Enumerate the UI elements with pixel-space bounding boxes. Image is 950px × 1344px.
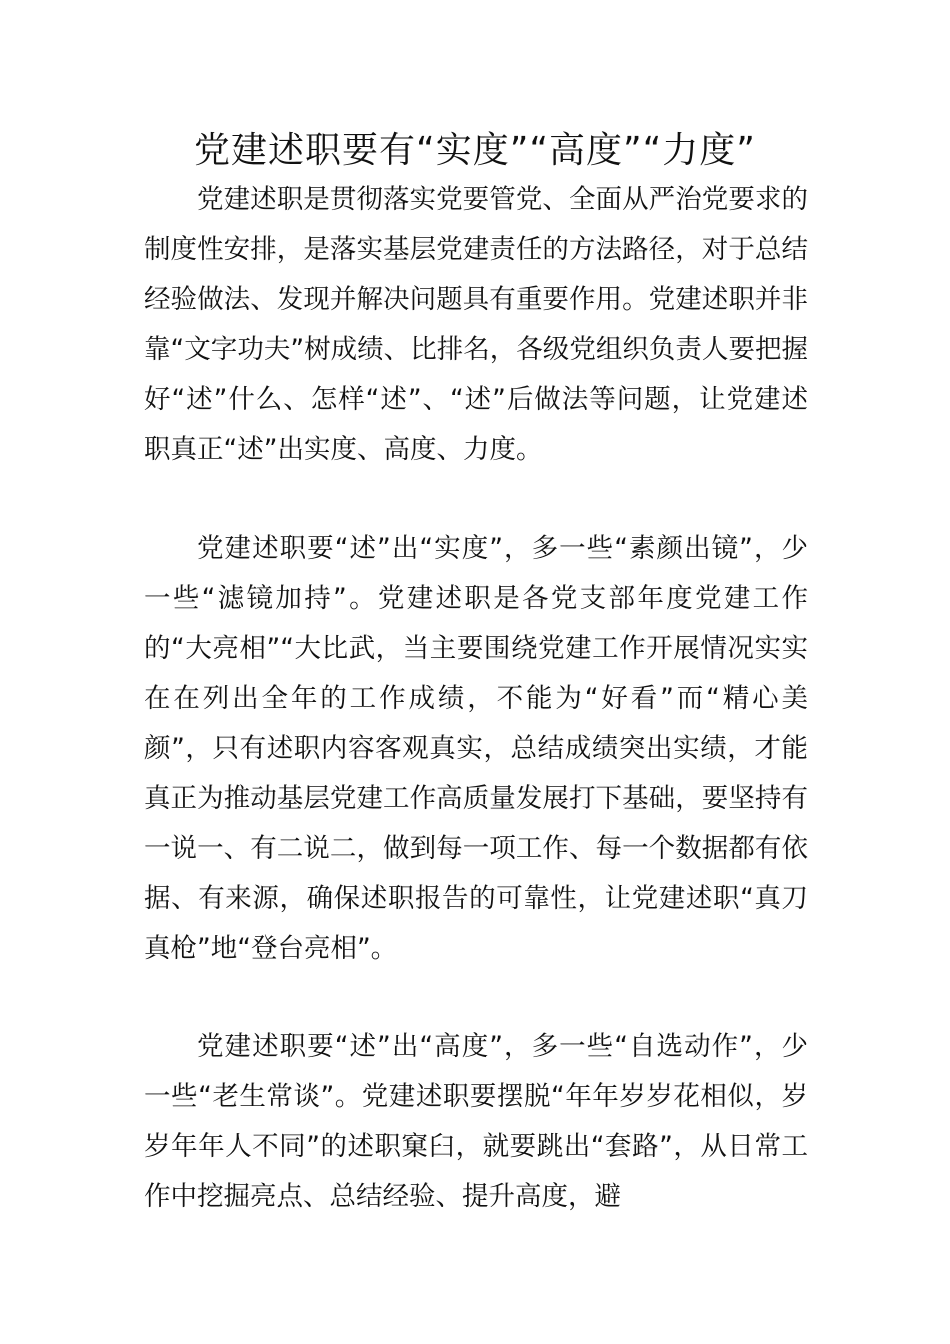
- document-title: 党建述职要有“实度”“高度”“力度”: [194, 130, 756, 171]
- paragraph-3: 党建述职要“述”出“高度”，多一些“自选动作”，少一些“老生常谈”。党建述职要摆脱“年年岁岁花相似，岁岁年年人不同”的述职窠臼，就要跳出“套路”，从日常工作中挖掘亮点、总结经验、提升高度，避: [144, 1031, 808, 1212]
- paragraph-1: 党建述职是贯彻落实党要管党、全面从严治党要求的制度性安排，是落实基层党建责任的方法路径，对于总结经验做法、发现并解决问题具有重要作用。党建述职并非靠“文字功夫”树成绩、比排名，各级党组织负责人要把握好“述”什么、怎样“述”、“述”后做法等问题，让党建述职真正“述”出实度、高度、力度。: [144, 184, 808, 465]
- paragraph-2: 党建述职要“述”出“实度”，多一些“素颜出镜”，少一些“滤镜加持”。党建述职是各党支部年度党建工作的“大亮相”“大比武，当主要围绕党建工作开展情况实实在在列出全年的工作成绩，不能为“好看”而“精心美颜”，只有述职内容客观真实，总结成绩突出实绩，才能真正为推动基层党建工作高质量发展打下基础，要坚持有一说一、有二说二，做到每一项工作、每一个数据都有依据、有来源，确保述职报告的可靠性，让党建述职“真刀真枪”地“登台亮相”。: [144, 533, 808, 964]
